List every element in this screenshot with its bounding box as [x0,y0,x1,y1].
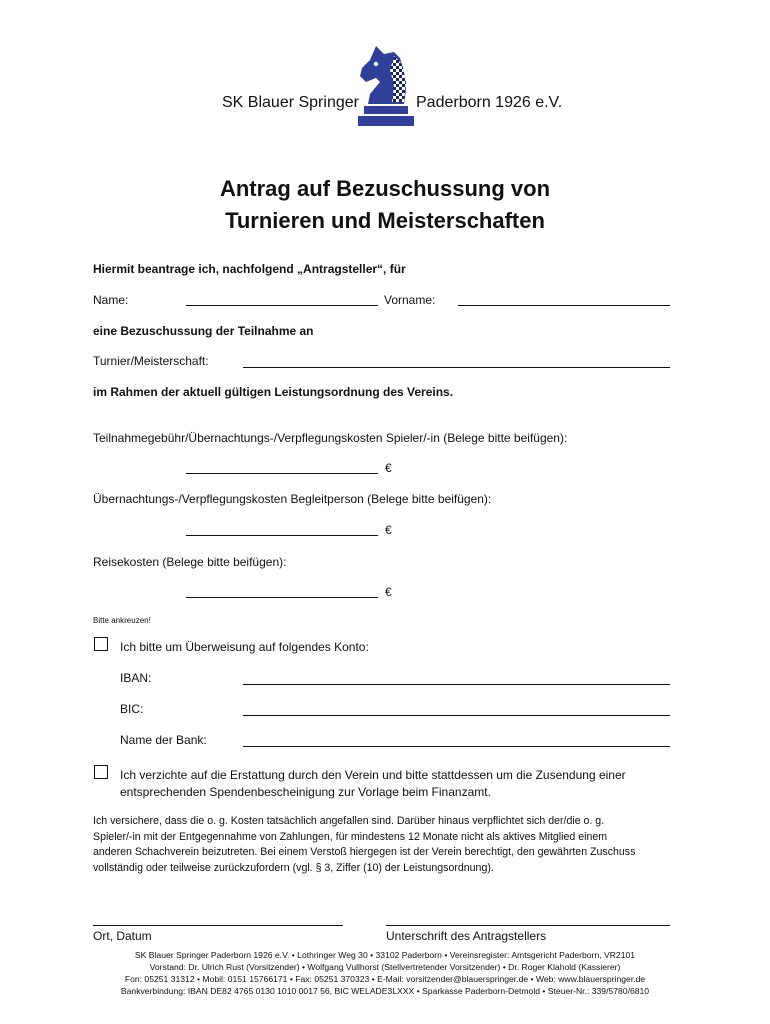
waiver-checkbox[interactable] [94,765,108,779]
bic-field[interactable] [243,715,670,716]
rules-note: im Rahmen der aktuell gültigen Leistungsordnung des Vereins. [93,385,454,399]
vorname-field[interactable] [458,305,670,306]
footer-line: Bankverbindung: IBAN DE82 4765 0130 1010 0017 56, BIC WELADE3LXXX • Sparkasse Paderborn-Detmold • Steuer-Nr.: 339/5780/6810 [120,986,650,996]
tick-hint: Bitte ankreuzen! [93,616,151,625]
page-title-line-1: Antrag auf Bezuschussung von [219,176,551,201]
tournament-field[interactable] [243,367,670,368]
place-date-field[interactable] [93,925,343,926]
declaration-text [93,814,703,876]
currency-symbol: € [385,523,392,537]
chess-knight-icon [354,42,416,128]
footer-line: Fon: 05251 31312 • Mobil: 0151 15766171 • Fax: 05251 370323 • E-Mail: vorsitzender@blauerspringer.de • Web: www.blauerspringer.de [124,974,646,984]
currency-symbol: € [385,585,392,599]
name-field[interactable] [186,305,378,306]
org-name: SK Blauer Springer [222,94,359,111]
travel-amount-field[interactable] [186,597,378,598]
footer-line: Vorstand: Dr. Ulrich Rust (Vorsitzender) • Wolfgang Vullhorst (Stellvertretender Vorsitzender) • Dr. Roger Klahold (Kassierer) [149,962,621,972]
escort-label: Übernachtungs-/Verpflegungskosten Begleitperson (Belege bitte beifügen): [93,492,492,506]
transfer-option-label: Ich bitte um Überweisung auf folgendes Konto: [120,640,369,654]
vorname-label: Vorname: [384,293,436,307]
name-label: Name: [93,293,129,307]
iban-label: IBAN: [120,671,152,685]
footer-line: SK Blauer Springer Paderborn 1926 e.V. • Lothringer Weg 30 • 33102 Paderborn • Vereinsregister: Amtsgericht Paderborn, VR2101 [134,950,636,960]
intro-text: Hiermit beantrage ich, nachfolgend „Antragsteller“, für [93,262,406,276]
org-location: Paderborn 1926 e.V. [416,94,563,111]
declaration-line: Spieler/-in mit der Entgegennahme von Zahlungen, für mindestens 12 Monate nicht als aktives Mitglied einem [93,830,608,843]
bic-label: BIC: [120,702,144,716]
signature-field[interactable] [386,925,670,926]
tournament-label: Turnier/Meisterschaft: [93,354,209,368]
declaration-line: Ich versichere, dass die o. g. Kosten tatsächlich angefallen sind. Darüber hinaus verpflichtet sich der/die o. g. [93,815,605,827]
fee-label: Teilnahmegebühr/Übernachtungs-/Verpflegungskosten Spieler/-in (Belege bitte beifügen): [93,431,568,445]
participation-heading: eine Bezuschussung der Teilnahme an [93,324,314,338]
page-title-line-2: Turnieren und Meisterschaften [225,208,545,233]
waiver-option-line-2: entsprechenden Spendenbescheinigung zur Vorlage beim Finanzamt. [120,785,491,799]
place-date-label: Ort, Datum [93,929,152,943]
currency-symbol: € [385,461,392,475]
declaration-line: anderen Schachverein beizutreten. Bei einem Verstoß hiergegen ist der Verein berechtigt, den gewährten Zuschuss [93,846,636,858]
fee-amount-field[interactable] [186,473,378,474]
travel-label: Reisekosten (Belege bitte beifügen): [93,555,287,569]
waiver-option-line-1: Ich verzichte auf die Erstattung durch den Verein und bitte stattdessen um die Zusendung einer [120,768,626,782]
escort-amount-field[interactable] [186,535,378,536]
footer [0,949,770,997]
declaration-line: vollständig oder teilweise zurückzufordern (vgl. § 3, Ziffer (10) der Leistungsordnung). [93,861,494,874]
transfer-checkbox[interactable] [94,637,108,651]
bank-label: Name der Bank: [120,733,207,747]
bank-field[interactable] [243,746,670,747]
iban-field[interactable] [243,684,670,685]
signature-label: Unterschrift des Antragstellers [386,929,547,943]
